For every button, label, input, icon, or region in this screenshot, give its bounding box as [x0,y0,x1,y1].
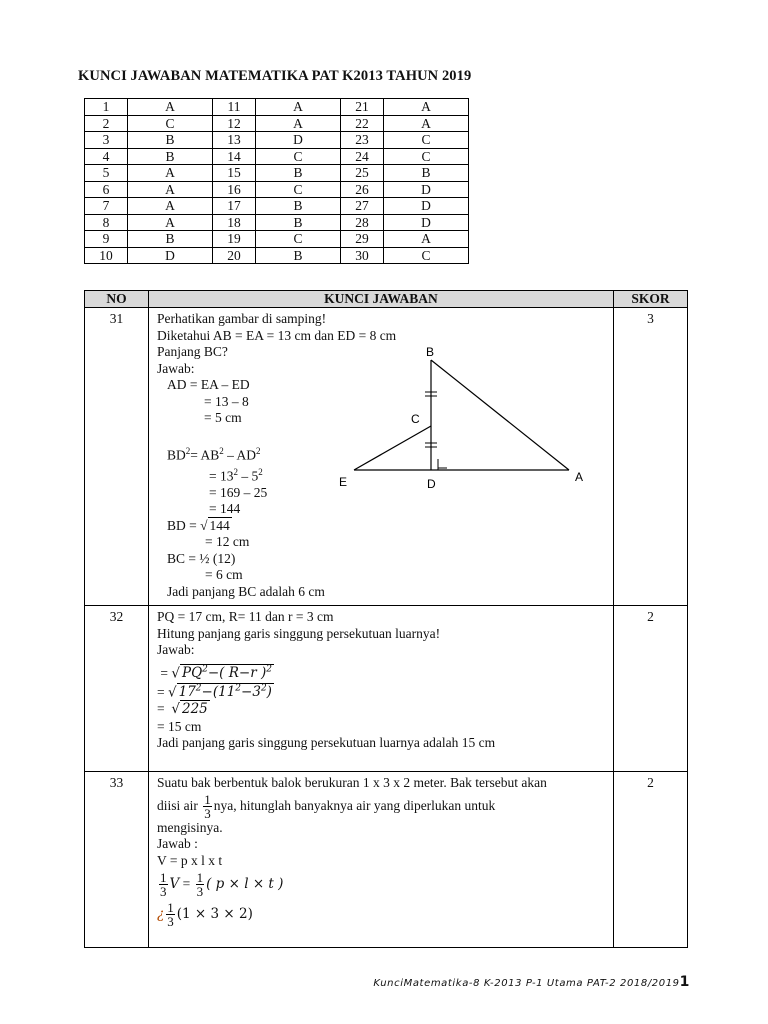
answer-line: = $13^2 - 5^2$ [209,466,263,483]
footer-text: KunciMatematika-8 K-2013 P-1 Utama PAT-2 2018/2019 [373,978,680,989]
score: 2 [647,609,654,624]
answer-key-row [85,247,469,264]
answer-key-row [85,231,469,248]
answer-line: = √ $17^2-(11^2-3^2)$ [157,683,272,700]
answer-letter-cell: A [128,99,213,116]
vertex-label-c: C [411,412,420,426]
answer-letter-cell: B [128,148,213,165]
question-number-cell: 13 [213,132,256,149]
answer-letter-cell: A [128,181,213,198]
question-number-cell: 26 [341,181,384,198]
page-title: KUNCI JAWABAN MATEMATIKA PAT K2013 TAHUN 2019 [78,68,472,84]
answer-letter-cell: C [384,132,469,149]
question-number-cell: 29 [341,231,384,248]
answer-letter-cell: A [384,231,469,248]
question-number-cell: 7 [85,198,128,215]
answer-letter-cell: A [256,115,341,132]
page-number: 1 [679,974,690,990]
answer-line: BC = ½ (12) [167,550,236,566]
answer-line: Jawab: [157,360,195,376]
header-kunci-jawaban: KUNCI JAWABAN [149,291,614,308]
answer-key-row [85,181,469,198]
header-skor: SKOR [614,291,688,308]
question-number-cell: 24 [341,148,384,165]
question-number-cell: 1 [85,99,128,116]
answer-line: = 12 cm [205,534,250,549]
answer-letter-cell: D [384,214,469,231]
answer-letter-cell: B [256,214,341,231]
question-number-cell: 20 [213,247,256,264]
answer-line: Panjang BC? [157,344,228,359]
answer-letter-cell: A [128,214,213,231]
question-number: 32 [109,609,124,624]
answer-letter-cell: C [384,148,469,165]
answer-letter-cell: C [128,115,213,132]
question-number-cell: 21 [341,99,384,116]
vertex-label-d: D [427,477,436,491]
question-number-cell: 23 [341,132,384,149]
answer-line: $BD^2= AB^2 - AD^2$ [167,445,261,462]
answer-letter-cell: D [384,198,469,215]
question-number-cell: 30 [341,247,384,264]
page-footer [373,974,690,990]
answer-line: mengisinya. [157,819,223,835]
answer-key-row [85,198,469,215]
answer-line: Jawab : [157,836,198,851]
question-number: 31 [109,311,124,326]
question-number-cell: 6 [85,181,128,198]
score: 3 [647,311,654,326]
answer-line: diisi air $\frac{1}{3}$ nya, hitunglah banyaknya air yang diperlukan untuk [157,791,496,821]
answer-letter-cell: B [128,132,213,149]
answer-letter-cell: B [256,247,341,264]
answer-line: Perhatikan gambar di samping! [157,311,327,326]
answer-key-row [85,165,469,182]
answer-line: Suatu bak berbentuk balok berukuran 1 x 3 x 2 meter. Bak tersebut akan [157,775,547,790]
answer-letter-cell: B [256,198,341,215]
question-number-cell: 22 [341,115,384,132]
question-number-cell: 18 [213,214,256,231]
answer-key-row [85,214,469,231]
answer-letter-cell: C [384,247,469,264]
answer-table [84,290,688,948]
question-number-cell: 16 [213,181,256,198]
answer-letter-cell: A [384,115,469,132]
answer-letter-cell: B [256,165,341,182]
answer-line: Hitung panjang garis singgung persekutuan luarnya! [157,625,441,641]
answer-letter-cell: C [256,148,341,165]
question-number-cell: 10 [85,247,128,264]
answer-key-row [85,115,469,132]
answer-line: = 13 – 8 [204,393,249,409]
question-number: 33 [109,775,124,790]
question-number-cell: 25 [341,165,384,182]
vertex-label-e: E [339,475,348,489]
question-number-cell: 11 [213,99,256,116]
answer-line: V = p x l x t [157,852,223,868]
answer-letter-cell: D [256,132,341,149]
answer-letter-cell: B [384,165,469,182]
answer-letter-cell: A [128,198,213,215]
question-number-cell: 8 [85,214,128,231]
answer-letter-cell: D [384,181,469,198]
question-number-cell: 19 [213,231,256,248]
answer-line: AD = EA – ED [167,377,250,392]
question-row-32 [85,606,688,772]
question-number-cell: 27 [341,198,384,215]
answer-letter-cell: A [384,99,469,116]
answer-line: = 169 – 25 [209,484,268,500]
question-number-cell: 15 [213,165,256,182]
question-number-cell: 14 [213,148,256,165]
answer-line: = 144 [209,501,241,516]
question-row-31 [85,308,688,606]
answer-letter-cell: B [128,231,213,248]
answer-line: BD = √ 144 [167,517,230,533]
question-number-cell: 3 [85,132,128,149]
answer-line: Jawab: [157,642,195,657]
question-row-33 [85,772,688,948]
answer-line: = 15 cm [157,718,202,734]
answer-letter-cell: C [256,231,341,248]
answer-letter-cell: C [256,181,341,198]
answer-line: Diketahui AB = EA = 13 cm dan ED = 8 cm [157,327,397,343]
answer-key-table [84,98,469,264]
vertex-label-b: B [426,345,435,359]
answer-line: = 5 cm [204,410,242,425]
answer-key-row [85,148,469,165]
answer-key-row [85,132,469,149]
answer-letter-cell: A [256,99,341,116]
score: 2 [647,775,654,790]
question-number-cell: 12 [213,115,256,132]
header-no: NO [85,291,149,308]
answer-letter-cell: A [128,165,213,182]
question-number-cell: 28 [341,214,384,231]
question-number-cell: 2 [85,115,128,132]
question-number-cell: 5 [85,165,128,182]
question-number-cell: 17 [213,198,256,215]
answer-line: $\frac{1}{3}$ V = $\frac{1}{3}$ ( p × l × t ) [160,870,284,900]
vertex-label-a: A [575,470,584,484]
question-number-cell: 9 [85,231,128,248]
answer-line: Jadi panjang garis singgung persekutuan luarnya adalah 15 cm [157,735,496,750]
answer-line: ¿ $\frac{1}{3}$ (1 × 3 × 2) [157,900,253,930]
answer-line: PQ = 17 cm, R= 11 dan r = 3 cm [157,609,334,624]
answer-key-row [85,99,469,116]
answer-line: = 6 cm [205,567,243,582]
question-number-cell: 4 [85,148,128,165]
answer-line: = √ $PQ^2-$( R−r )$^2$ [157,664,272,681]
triangle-diagram [339,330,599,491]
answer-line: Jadi panjang BC adalah 6 cm [167,583,325,599]
answer-letter-cell: D [128,247,213,264]
answer-line: = √ 225 [157,700,208,717]
